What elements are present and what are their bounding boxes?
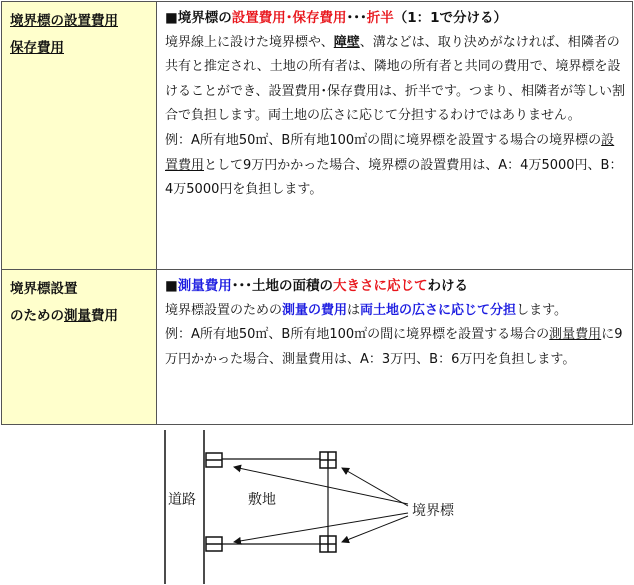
heading-text: ■境界標の — [165, 10, 232, 26]
boundary-diagram — [150, 424, 490, 584]
heading-highlight: 折半 — [366, 10, 394, 26]
example-paragraph — [165, 323, 626, 372]
label-line — [10, 303, 152, 330]
label-text: のための — [10, 308, 64, 324]
text: 例：A所有地50㎡、B所有地100㎡の間に境界標を設置する場合の — [165, 327, 550, 343]
site-label: 敷地 — [248, 492, 276, 508]
heading-text: わける — [427, 278, 469, 294]
heading-text: （1：1で分ける） — [393, 10, 508, 26]
label-line: 境界標設置 — [10, 281, 78, 297]
heading-highlight: 設置費用･保存費用 — [231, 10, 347, 26]
section-heading — [165, 6, 626, 31]
boundary-marker-icon — [320, 536, 336, 552]
row-content — [157, 2, 633, 270]
table-row — [2, 2, 633, 270]
row-label — [2, 2, 157, 270]
underlined-term: 設置費用 — [165, 132, 615, 173]
pointer-arrow — [342, 516, 408, 542]
table-row — [2, 270, 633, 425]
highlight: 両土地の広さに応じて分担 — [360, 302, 517, 318]
example-paragraph — [165, 129, 626, 203]
boundary-marker-icon — [206, 537, 222, 551]
pointer-arrow — [342, 468, 408, 506]
cost-table — [1, 1, 633, 425]
keyword-link[interactable]: 障壁 — [333, 34, 360, 50]
heading-text: ･･･ — [346, 10, 367, 26]
paragraph — [165, 299, 626, 324]
text: 例：A所有地50㎡、B所有地100㎡の間に境界標を設置する場合の境界標の — [165, 132, 602, 148]
heading-text: ■ — [165, 278, 178, 294]
marker-label: 境界標 — [412, 503, 454, 519]
text: 、溝などは、取り決めがなければ、相隣者の共有と推定され、土地の所有者は、隣地の所有者と共同の費用で、境界標を設けることができ、設置費用･保存費用は、折半です。つまり、相隣者が等しい割合で負担します。両土地の広さに応じて分担するわけではありません。 — [165, 34, 625, 124]
heading-highlight: 測量費用 — [177, 278, 232, 294]
heading-highlight: 大きさに応じて — [333, 278, 428, 294]
road-label: 道路 — [168, 492, 196, 508]
text: します。 — [516, 302, 568, 318]
paragraph — [165, 31, 626, 129]
heading-text: ･･･土地の面積の — [231, 278, 334, 294]
label-text: 費用 — [91, 308, 118, 324]
text: に9万円かかった場合、測量費用は、A：3万円、B：6万円を負担します。 — [165, 327, 623, 367]
text: として9万円かかった場合、境界標の設置費用は、A：4万5000円、B：4万5000円を負担します。 — [165, 157, 623, 198]
text: 境界標設置のための — [165, 302, 283, 318]
highlight: 測量の費用 — [282, 302, 348, 318]
section-heading — [165, 274, 626, 299]
label-line: 保存費用 — [10, 40, 64, 56]
text: は — [347, 302, 361, 318]
row-content — [157, 270, 633, 425]
boundary-marker-icon — [320, 452, 336, 468]
boundary-marker-icon — [206, 453, 222, 467]
label-line: 境界標の設置費用 — [10, 13, 118, 29]
row-label — [2, 270, 157, 425]
underlined-term: 測量費用 — [549, 327, 602, 343]
label-text: 測量 — [64, 308, 91, 324]
text: 境界線上に設けた境界標や、 — [165, 34, 334, 50]
